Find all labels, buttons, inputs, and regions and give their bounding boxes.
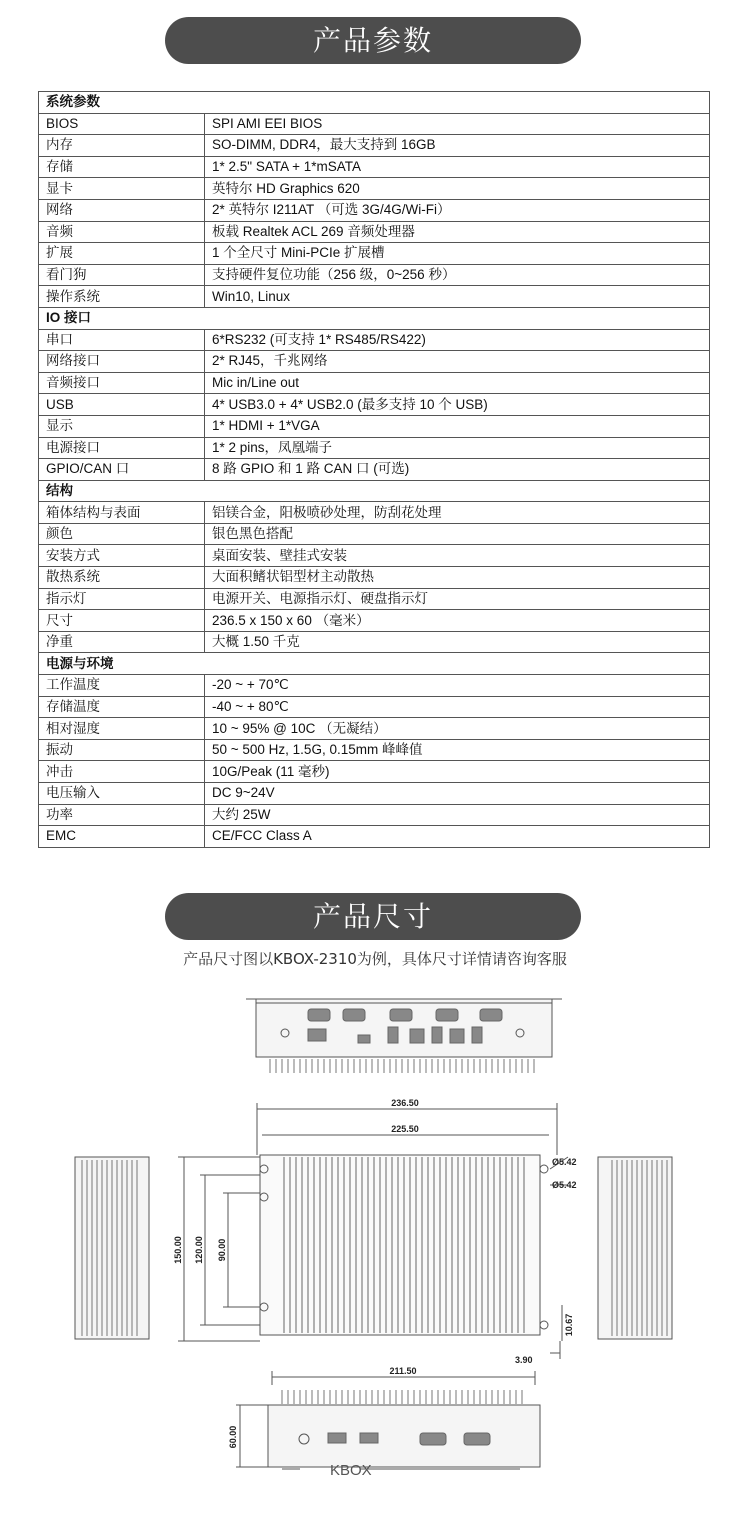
spec-row xyxy=(39,459,710,481)
spec-value: 大约 25W xyxy=(205,804,710,826)
spec-value: -40 ~ + 80℃ xyxy=(205,696,710,718)
spec-row xyxy=(39,264,710,286)
spec-key: 安装方式 xyxy=(39,545,205,567)
spec-key: 操作系统 xyxy=(39,286,205,308)
spec-value: 支持硬件复位功能（256 级，0~256 秒） xyxy=(205,264,710,286)
spec-key: 电压输入 xyxy=(39,783,205,805)
spec-value: Win10, Linux xyxy=(205,286,710,308)
spec-section-row xyxy=(39,480,710,502)
spec-row xyxy=(39,631,710,653)
right-side-view xyxy=(598,1157,672,1339)
dim-label: 225.50 xyxy=(391,1124,419,1134)
section-title-dimensions: 产品尺寸 xyxy=(165,893,581,940)
spec-value: 1 个全尺寸 Mini-PCIe 扩展槽 xyxy=(205,243,710,265)
spec-key: 电源接口 xyxy=(39,437,205,459)
spec-key: 扩展 xyxy=(39,243,205,265)
spec-key: 网络 xyxy=(39,199,205,221)
spec-row xyxy=(39,437,710,459)
spec-value: 10G/Peak (11 毫秒) xyxy=(205,761,710,783)
front-panel-view xyxy=(236,1371,540,1469)
spec-row xyxy=(39,523,710,545)
spec-value: 50 ~ 500 Hz, 1.5G, 0.15mm 峰峰值 xyxy=(205,739,710,761)
brand-label: KBOX xyxy=(330,1462,372,1479)
spec-value: 铝镁合金，阳极喷砂处理，防刮花处理 xyxy=(205,502,710,524)
spec-value: 2* RJ45，千兆网络 xyxy=(205,351,710,373)
spec-section-label: IO 接口 xyxy=(39,307,710,329)
spec-key: 功率 xyxy=(39,804,205,826)
spec-value: 1* 2.5" SATA + 1*mSATA xyxy=(205,156,710,178)
spec-row xyxy=(39,675,710,697)
spec-section-label: 结构 xyxy=(39,480,710,502)
spec-value: 英特尔 HD Graphics 620 xyxy=(205,178,710,200)
spec-row xyxy=(39,761,710,783)
spec-value: 2* 英特尔 I211AT （可选 3G/4G/Wi-Fi） xyxy=(205,199,710,221)
spec-row xyxy=(39,826,710,848)
left-side-view xyxy=(75,1157,149,1339)
spec-row xyxy=(39,739,710,761)
spec-row xyxy=(39,113,710,135)
spec-key: USB xyxy=(39,394,205,416)
spec-key: 工作温度 xyxy=(39,675,205,697)
dim-label: 150.00 xyxy=(173,1236,183,1264)
spec-row xyxy=(39,783,710,805)
spec-key: GPIO/CAN 口 xyxy=(39,459,205,481)
spec-row xyxy=(39,199,710,221)
dim-label: 10.67 xyxy=(564,1313,574,1337)
spec-row xyxy=(39,329,710,351)
spec-key: BIOS xyxy=(39,113,205,135)
spec-value: 6*RS232 (可支持 1* RS485/RS422) xyxy=(205,329,710,351)
spec-section-row xyxy=(39,92,710,114)
spec-value: 1* HDMI + 1*VGA xyxy=(205,415,710,437)
spec-key: 颜色 xyxy=(39,523,205,545)
spec-value: 电源开关、电源指示灯、硬盘指示灯 xyxy=(205,588,710,610)
spec-value: 10 ~ 95% @ 10C （无凝结） xyxy=(205,718,710,740)
spec-row xyxy=(39,221,710,243)
spec-value: 8 路 GPIO 和 1 路 CAN 口 (可选) xyxy=(205,459,710,481)
spec-value: 1* 2 pins，凤凰端子 xyxy=(205,437,710,459)
spec-key: 串口 xyxy=(39,329,205,351)
spec-key: 箱体结构与表面 xyxy=(39,502,205,524)
spec-key: 看门狗 xyxy=(39,264,205,286)
top-view xyxy=(178,1103,568,1359)
spec-value: 银色黑色搭配 xyxy=(205,523,710,545)
spec-row xyxy=(39,286,710,308)
spec-key: 显示 xyxy=(39,415,205,437)
spec-key: 内存 xyxy=(39,135,205,157)
spec-row xyxy=(39,351,710,373)
dimension-drawing xyxy=(60,985,690,1495)
spec-key: 净重 xyxy=(39,631,205,653)
spec-key: 存储温度 xyxy=(39,696,205,718)
dim-label: Ø5.42 xyxy=(552,1157,577,1167)
dim-label: 90.00 xyxy=(217,1238,227,1262)
dim-label: 120.00 xyxy=(194,1236,204,1264)
spec-section-row xyxy=(39,307,710,329)
spec-key: 相对湿度 xyxy=(39,718,205,740)
section-title-params: 产品参数 xyxy=(165,17,581,64)
spec-row xyxy=(39,178,710,200)
spec-value: 桌面安装、壁挂式安装 xyxy=(205,545,710,567)
spec-value: Mic in/Line out xyxy=(205,372,710,394)
spec-row xyxy=(39,415,710,437)
spec-key: 振动 xyxy=(39,739,205,761)
spec-value: 板载 Realtek ACL 269 音频处理器 xyxy=(205,221,710,243)
dim-label: Ø5.42 xyxy=(552,1180,577,1190)
spec-row xyxy=(39,135,710,157)
spec-row xyxy=(39,718,710,740)
dim-label: 60.00 xyxy=(228,1425,238,1449)
spec-key: 音频 xyxy=(39,221,205,243)
spec-row xyxy=(39,502,710,524)
rear-panel-view xyxy=(246,999,562,1073)
spec-key: 音频接口 xyxy=(39,372,205,394)
dim-label: 211.50 xyxy=(389,1366,417,1376)
spec-key: 散热系统 xyxy=(39,567,205,589)
spec-section-label: 系统参数 xyxy=(39,92,710,114)
spec-key: EMC xyxy=(39,826,205,848)
spec-value: 大概 1.50 千克 xyxy=(205,631,710,653)
spec-key: 存储 xyxy=(39,156,205,178)
spec-value: SO-DIMM, DDR4，最大支持到 16GB xyxy=(205,135,710,157)
spec-row xyxy=(39,804,710,826)
spec-row xyxy=(39,567,710,589)
spec-row xyxy=(39,372,710,394)
spec-key: 显卡 xyxy=(39,178,205,200)
spec-value: DC 9~24V xyxy=(205,783,710,805)
spec-row xyxy=(39,588,710,610)
spec-section-row xyxy=(39,653,710,675)
spec-table xyxy=(38,91,710,848)
spec-row xyxy=(39,610,710,632)
spec-value: 4* USB3.0 + 4* USB2.0 (最多支持 10 个 USB) xyxy=(205,394,710,416)
spec-key: 尺寸 xyxy=(39,610,205,632)
spec-value: 大面积鳍状铝型材主动散热 xyxy=(205,567,710,589)
spec-key: 指示灯 xyxy=(39,588,205,610)
spec-section-label: 电源与环境 xyxy=(39,653,710,675)
spec-value: 236.5 x 150 x 60 （毫米） xyxy=(205,610,710,632)
spec-row xyxy=(39,394,710,416)
spec-key: 网络接口 xyxy=(39,351,205,373)
dim-label: 236.50 xyxy=(391,1098,419,1108)
spec-value: SPI AMI EEI BIOS xyxy=(205,113,710,135)
spec-row xyxy=(39,156,710,178)
dimensions-subtitle: 产品尺寸图以KBOX-2310为例，具体尺寸详情请咨询客服 xyxy=(183,950,567,968)
spec-key: 冲击 xyxy=(39,761,205,783)
spec-row xyxy=(39,243,710,265)
spec-value: -20 ~ + 70℃ xyxy=(205,675,710,697)
spec-row xyxy=(39,545,710,567)
dim-label: 3.90 xyxy=(515,1355,533,1365)
spec-row xyxy=(39,696,710,718)
spec-value: CE/FCC Class A xyxy=(205,826,710,848)
